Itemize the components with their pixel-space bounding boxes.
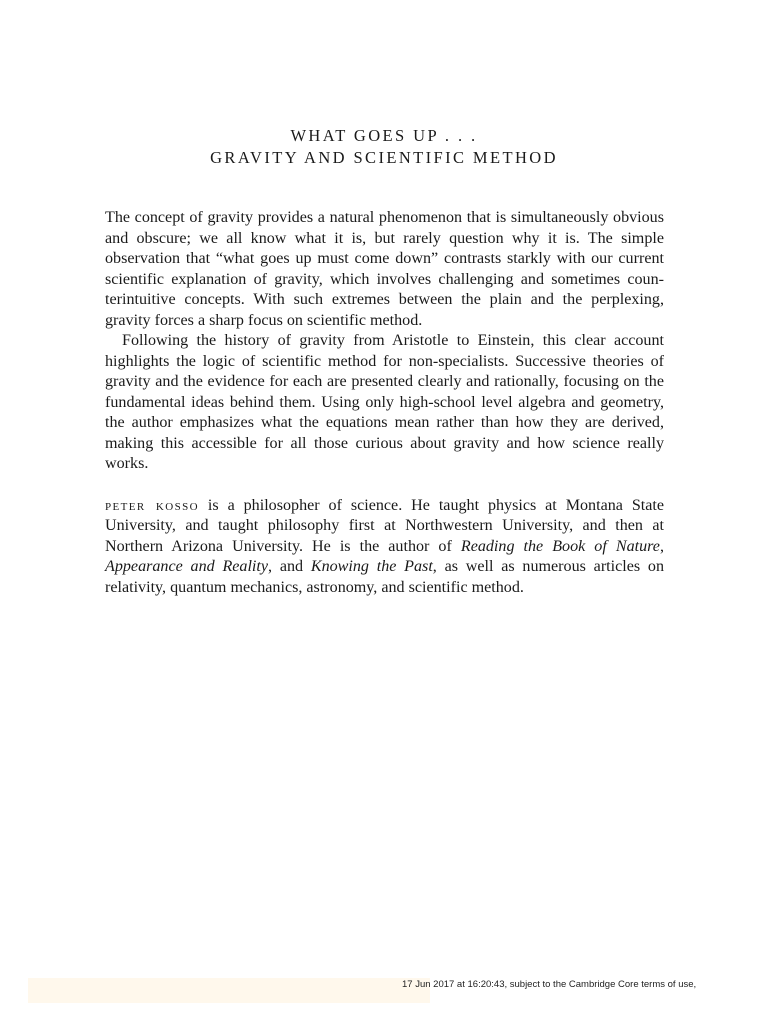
author-name: peter kosso <box>105 496 199 514</box>
book-title-3: Knowing the Past <box>310 558 433 575</box>
blurb-paragraph-2: Following the history of gravity from Aristotle to Einstein, this clear account highlights the logic of scientific method for non-specialists. Successive theories of gravity and the evidence for each are presented clearly and rationally, focusing on the fundamental ideas behind them. Using only high-school level algebra and geometry, the author emphasizes what the equations mean rather than how they are derived, making this accessible for all those curious about gravity and how science really works. <box>105 332 664 472</box>
bio-sep-2: , and <box>268 558 311 575</box>
footer-terms-note: 17 Jun 2017 at 16:20:43, subject to the Cambridge Core terms of use, <box>402 979 697 990</box>
book-title <box>0 125 768 169</box>
footer-highlight-strip <box>28 978 430 1003</box>
book-description <box>105 208 664 598</box>
bio-text-intro: is a philosopher of science. He taught physics at Montana State University, and taught philosophy first at Northwestern University, and then at Northern Arizona University. He is the author of <box>105 496 664 555</box>
bio-text-end: , as well as numerous articles on relativity, quantum mechanics, astronomy, and scientific method. <box>105 558 665 596</box>
author-bio <box>105 496 664 599</box>
title-line-2: GRAVITY AND SCIENTIFIC METHOD <box>210 148 558 167</box>
title-line-1: WHAT GOES UP . . . <box>290 126 478 145</box>
book-title-2: Appearance and Reality <box>105 558 269 575</box>
bio-sep-1: , <box>659 537 664 555</box>
blurb-paragraph-1: The concept of gravity provides a natural phenomenon that is simultaneously obvious and obscure; we all know what it is, but rarely question why it is. The simple observation that “what goes up must come down” contrasts starkly with our current scientific explanation of gravity, which involves challenging and sometimes counterintuitive concepts. With such extremes between the plain and the perplexing, gravity forces a sharp focus on scientific method. <box>105 209 664 329</box>
book-title-1: Reading the Book of Nature <box>460 537 660 555</box>
